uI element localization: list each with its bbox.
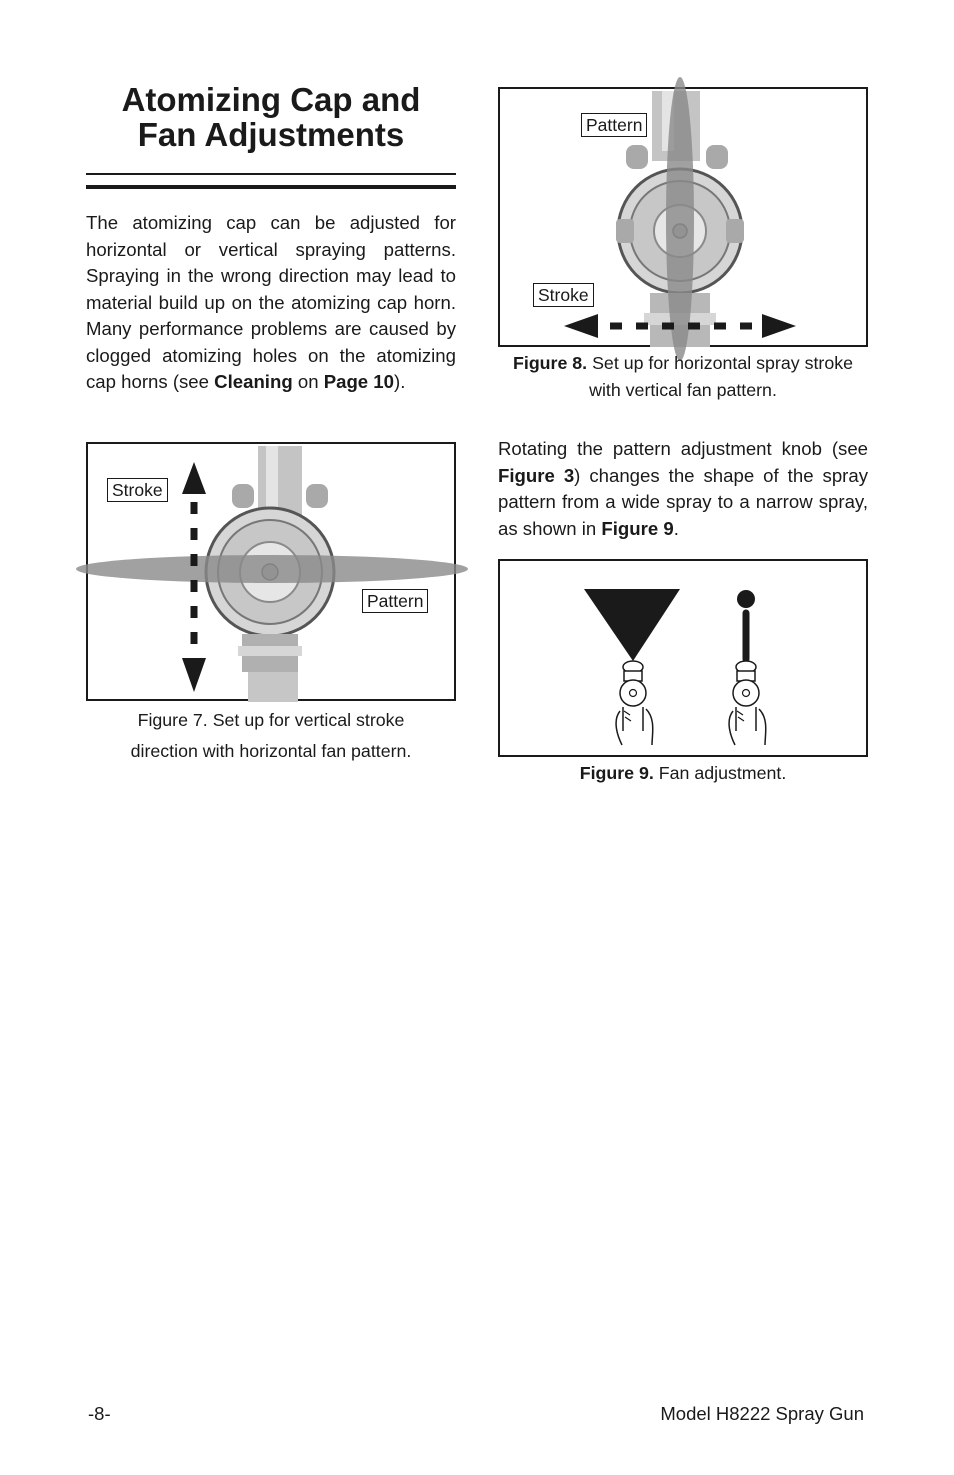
title-rule-top (86, 173, 456, 175)
figure-7-caption-line-2: direction with horizontal fan pattern. (130, 741, 412, 761)
figure-7-caption-line-1: Figure 7. Set up for vertical stroke (137, 710, 405, 730)
figure-9 (498, 559, 868, 757)
rotating-text-3: . (673, 517, 679, 539)
figure-8-illustration (500, 89, 870, 349)
figure-8-caption-line-2: with vertical fan pattern. (589, 380, 777, 400)
figure-8 (498, 87, 868, 347)
section-title (86, 82, 456, 152)
wide-spray-gun (584, 589, 680, 745)
figure-8-stroke-label: Stroke (533, 283, 594, 307)
title-rule-bottom (86, 185, 456, 189)
narrow-spray-gun (729, 590, 766, 745)
cleaning-reference: Cleaning (214, 371, 293, 392)
figure-8-caption-label: Figure 8. (513, 353, 588, 373)
figure-9-caption-label: Figure 9. (579, 763, 654, 783)
figure-7-caption (86, 705, 456, 767)
figure-8-caption (498, 350, 868, 404)
figure-8-caption-line-1 (498, 350, 868, 377)
intro-text-2: on (292, 371, 324, 392)
figure-9-caption (498, 760, 868, 787)
section-title-line-2: Fan Adjustments (137, 116, 405, 153)
page-number: -8- (88, 1403, 111, 1424)
figure-8-pattern-label: Pattern (581, 113, 647, 137)
rotating-paragraph (498, 436, 868, 542)
footer-model: Model H8222 Spray Gun (660, 1403, 864, 1424)
page-10-reference: Page 10 (323, 371, 394, 392)
rotating-text-2: ) changes the shape of the spray pattern from a wide spray to a narrow spray, as shown in (498, 464, 868, 539)
figure-7-pattern-label: Pattern (362, 589, 428, 613)
figure-9-illustration (500, 561, 870, 759)
figure-9-caption-text: Fan adjustment. (653, 763, 787, 783)
horizontal-fan-pattern (76, 555, 468, 583)
intro-text-3: ). (394, 371, 406, 392)
intro-text-1: The atomizing cap can be adjusted for horizontal or vertical spraying patterns. Spraying in the wrong direction may lead to material build up on the atomizing cap horn. Many performance problems are caused by clogged atomizing holes on the atomizing cap horns (see (86, 212, 456, 392)
narrow-spray-dot (737, 590, 755, 608)
figure-9-reference: Figure 9 (601, 517, 674, 539)
wide-spray-pattern (584, 589, 680, 661)
figure-8-caption-text-1: Set up for horizontal spray stroke (587, 353, 853, 373)
figure-3-reference: Figure 3 (498, 464, 575, 486)
figure-7-stroke-label: Stroke (107, 478, 168, 502)
vertical-fan-pattern (666, 77, 694, 361)
section-title-line-1: Atomizing Cap and (121, 81, 421, 118)
intro-paragraph (86, 210, 456, 396)
rotating-text-1: Rotating the pattern adjustment knob (see (498, 438, 868, 459)
figure-7 (86, 442, 456, 701)
